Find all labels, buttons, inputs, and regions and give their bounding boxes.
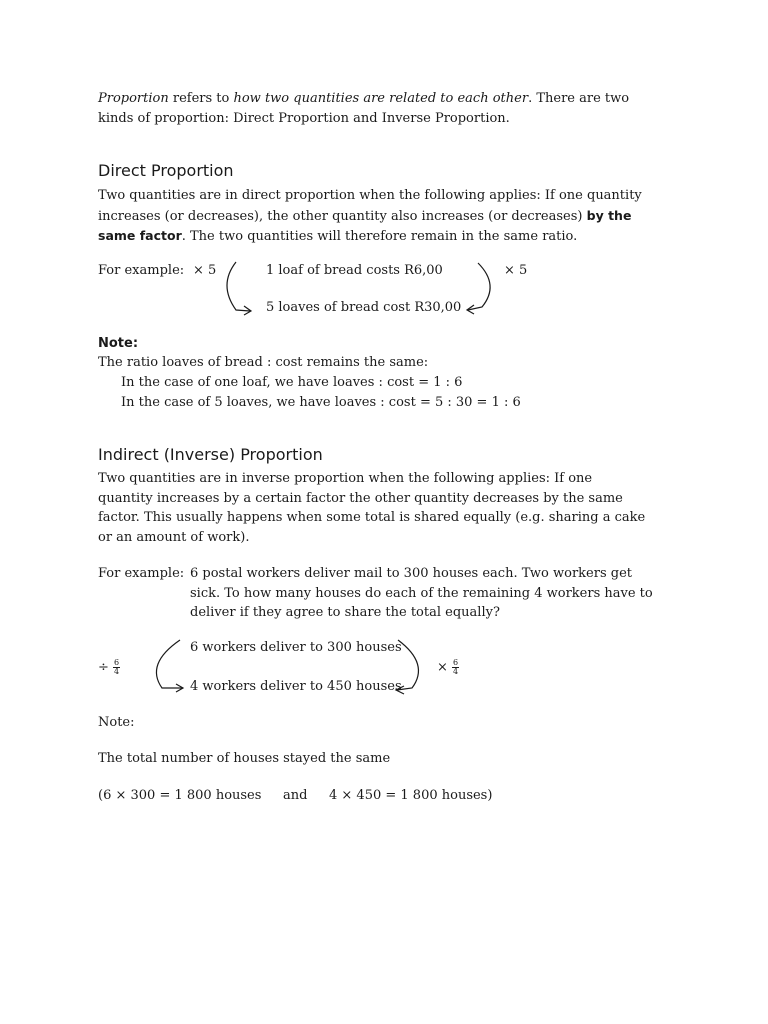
- direct-right-factor: × 5: [504, 263, 528, 278]
- inverse-paragraph: Two quantities are in inverse proportion when the following applies: If one quantity increases by a certain factor the other quantity decreases by the same factor. This usually happens when some total is shared equally (e.g. sharing a cake or an amount of work).: [98, 471, 646, 545]
- direct-line2: 5 loaves of bread cost R30,00: [266, 300, 462, 315]
- inverse-note-label: Note:: [98, 715, 135, 730]
- inverse-calc2: 4 × 450 = 1 800 houses): [329, 788, 493, 803]
- inverse-heading: Indirect (Inverse) Proportion: [98, 445, 323, 464]
- direct-note-case2: In the case of 5 loaves, we have loaves : cost = 5 : 30 = 1 : 6: [121, 395, 521, 410]
- inverse-example-label: For example:: [98, 566, 185, 581]
- direct-heading: Direct Proportion: [98, 161, 234, 180]
- direct-line1: 1 loaf of bread costs R6,00: [266, 263, 443, 278]
- intro-refers: refers to: [168, 91, 234, 106]
- direct-para-start: Two quantities are in direct proportion when the following applies: If one quantity increases (or decreases), the other quantity also increases (or decreases): [98, 188, 642, 224]
- intro-rest: . There are two kinds of proportion: Direct Proportion and Inverse Proportion.: [98, 91, 630, 126]
- inverse-line1: 6 workers deliver to 300 houses: [190, 640, 402, 655]
- inverse-example-line1: 6 postal workers deliver mail to 300 houses each. Two workers get sick.: [190, 566, 633, 601]
- inverse-right-op: ×: [437, 660, 448, 675]
- intro-meaning: how two quantities are related to each other: [233, 91, 529, 106]
- direct-note-label: Note:: [98, 336, 139, 351]
- direct-example-label: For example:: [98, 263, 185, 278]
- direct-note-case1: In the case of one loaf, we have loaves : cost = 1 : 6: [121, 375, 463, 390]
- direct-para-end: . The two quantities will therefore remain in the same ratio.: [181, 229, 578, 244]
- frac-num: 6: [453, 658, 459, 667]
- direct-note-line: The ratio loaves of bread : cost remains the same:: [98, 355, 429, 370]
- inverse-calc1: (6 × 300 = 1 800 houses: [98, 788, 262, 803]
- intro-term: Proportion: [98, 91, 169, 106]
- frac-den: 4: [114, 667, 120, 676]
- inverse-total-line: The total number of houses stayed the same: [98, 751, 391, 766]
- frac-num: 6: [114, 658, 120, 667]
- inverse-left-op: ÷: [98, 660, 109, 675]
- direct-para-bold: by the same factor: [98, 207, 632, 243]
- direct-left-factor: × 5: [193, 263, 217, 278]
- inverse-example-line2: To how many houses do each of the remaining 4 workers have to deliver if they agree to share the total equally?: [190, 585, 653, 620]
- frac-den: 4: [453, 667, 459, 676]
- inverse-calc-and: and: [283, 788, 308, 803]
- inverse-line2: 4 workers deliver to 450 houses: [190, 679, 402, 694]
